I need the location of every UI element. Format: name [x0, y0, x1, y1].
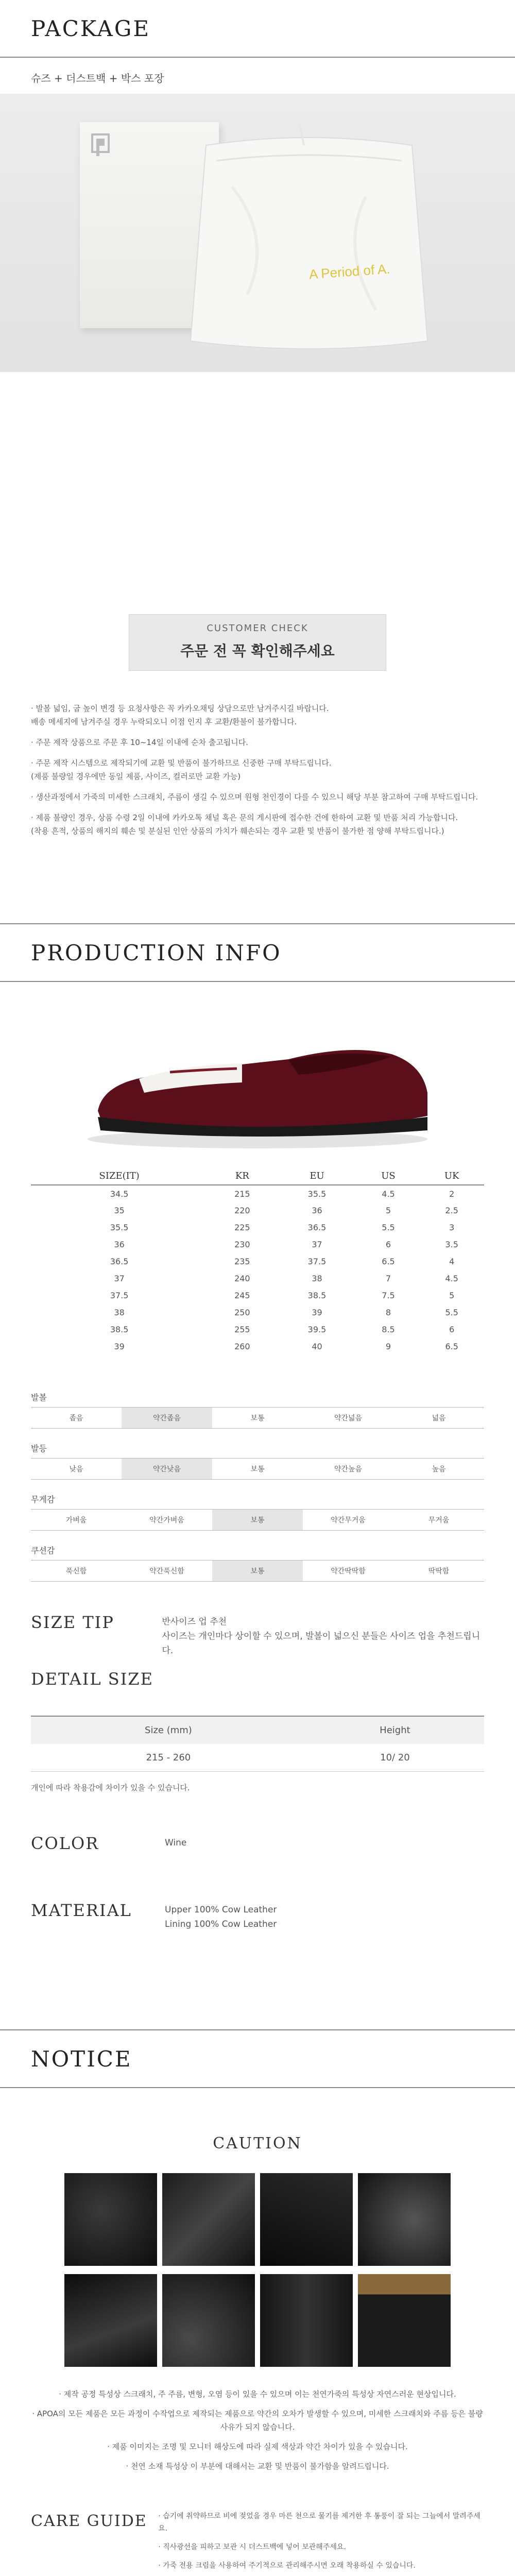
- fit-spec: [31, 1391, 484, 1582]
- care-guide-line: · 가죽 전용 크림을 사용하여 주기적으로 관리해주시면 오래 착용하실 수 있습니다.: [158, 2562, 416, 2570]
- leather-texture-tile: [358, 2173, 451, 2266]
- size-cell: 5.5: [382, 1223, 395, 1232]
- production-title: PRODUCTION INFO: [31, 940, 282, 965]
- spec-option: 높음: [432, 1465, 446, 1473]
- size-header: UK: [419, 1167, 484, 1185]
- care-guide-line: · 직사광선을 피하고 보관 시 더스트백에 넣어 보관해주세요.: [158, 2543, 346, 2551]
- size-cell: 260: [234, 1342, 250, 1351]
- size-cell: 36.5: [110, 1257, 129, 1266]
- caution-tiles-row-1: [0, 2173, 515, 2266]
- order-note: · 발볼 넓임, 굽 높이 변경 등 요청사항은 꼭 카카오채팅 상담으로만 남겨주시길 바랍니다.: [31, 704, 329, 713]
- care-guide-text: [158, 2510, 484, 2576]
- size-cell: 230: [234, 1240, 250, 1249]
- size-cell: 235: [234, 1257, 250, 1266]
- spec-option: 약간높음: [334, 1465, 363, 1473]
- size-cell: 225: [234, 1223, 250, 1232]
- spec-option: 약간좁음: [122, 1408, 212, 1428]
- material-text: [165, 1901, 277, 1931]
- caution-tiles-row-2: [0, 2274, 515, 2367]
- spec-option: 딱딱함: [428, 1567, 450, 1575]
- brand-logo-icon: [90, 133, 111, 157]
- spec-option: 낮음: [69, 1465, 83, 1473]
- size-cell: 37: [114, 1274, 125, 1283]
- size-cell: 39: [114, 1342, 125, 1351]
- size-cell: 38.5: [307, 1291, 327, 1300]
- package-subtitle: 슈즈 + 더스트백 + 박스 포장: [31, 72, 164, 84]
- size-cell: 255: [234, 1325, 250, 1334]
- detail-size-section: [0, 1669, 515, 1716]
- size-cell: 38: [312, 1274, 322, 1283]
- size-row: [31, 1236, 484, 1253]
- caution-note: · APOA의 모든 제품은 모든 과정이 수작업으로 제작되는 제품으로 약간의 오차가 발생할 수 있으며, 미세한 스크래치와 주름 등은 불량 사유가 되지 않습니다.: [32, 2409, 483, 2432]
- detail-size-header: Size (mm): [31, 1716, 306, 1744]
- size-row: [31, 1304, 484, 1321]
- size-cell: 7.5: [382, 1291, 395, 1300]
- order-notes: [31, 702, 484, 845]
- size-header: EU: [277, 1167, 357, 1185]
- size-cell: 36.5: [307, 1223, 327, 1232]
- size-cell: 36: [114, 1240, 125, 1249]
- size-cell: 3.5: [445, 1240, 458, 1249]
- material-line: Upper 100% Cow Leather: [165, 1905, 277, 1915]
- size-cell: 4: [449, 1257, 455, 1266]
- spec-scale: [31, 1458, 484, 1480]
- size-cell: 6.5: [445, 1342, 458, 1351]
- size-cell: 36: [312, 1206, 322, 1215]
- order-note: · 제품 불량인 경우, 상품 수령 2일 이내에 카카오톡 채널 혹은 문의 게시판에 접수한 건에 한하여 교환 및 반품 처리 가능합니다.: [31, 813, 458, 822]
- size-row: [31, 1287, 484, 1304]
- size-header: KR: [208, 1167, 277, 1185]
- package-photo: [0, 94, 515, 372]
- size-tip-line: 반사이즈 업 추천: [162, 1617, 227, 1627]
- spec-label: 쿠션감: [31, 1546, 55, 1555]
- loafer-image: [0, 982, 515, 1167]
- size-row: [31, 1270, 484, 1287]
- size-cell: 35.5: [110, 1223, 129, 1232]
- package-title: PACKAGE: [31, 15, 151, 41]
- size-tip-label: SIZE TIP: [31, 1613, 114, 1632]
- size-row: [31, 1219, 484, 1236]
- size-cell: 35: [114, 1206, 125, 1215]
- spec-label: 무게감: [31, 1495, 55, 1504]
- caution-note: · 천연 소재 특성상 이 부분에 대해서는 교환 및 반품이 불가함을 알려드립니다.: [126, 2462, 389, 2471]
- size-cell: 240: [234, 1274, 250, 1283]
- size-tip-text: [162, 1613, 484, 1658]
- customer-check-section: [0, 372, 515, 892]
- caution-title: CAUTION: [213, 2134, 302, 2153]
- size-cell: 38.5: [110, 1325, 129, 1334]
- caution-note: · 제작 공정 특성상 스크래치, 주 주름, 변형, 오염 등이 있을 수 있으며 이는 천연가죽의 특성상 자연스러운 현상입니다.: [59, 2389, 456, 2399]
- spec-option: 약간넓음: [334, 1414, 363, 1422]
- size-tip-section: [0, 1613, 515, 1669]
- spec-option: 약간가벼움: [149, 1516, 184, 1524]
- spec-row: [31, 1391, 484, 1429]
- size-cell: 4.5: [382, 1189, 395, 1199]
- care-guide-line: · 습기에 취약하므로 비에 젖었을 경우 마른 천으로 물기를 제거한 후 통풍이 잘 되는 그늘에서 말려주세요.: [158, 2512, 480, 2533]
- detail-size-note: 개인에 따라 착용감에 차이가 있을 수 있습니다.: [31, 1783, 190, 1792]
- size-cell: 2: [449, 1189, 455, 1199]
- size-header: SIZE(IT): [31, 1167, 208, 1185]
- size-cell: 37.5: [307, 1257, 327, 1266]
- size-header: US: [357, 1167, 420, 1185]
- care-guide-label: CARE GUIDE: [31, 2512, 147, 2530]
- spec-option: 보통: [212, 1510, 303, 1530]
- size-row: [31, 1202, 484, 1219]
- order-note: (제품 불량일 경우에만 동일 제품, 사이즈, 컬러로만 교환 가능): [31, 772, 241, 781]
- shoe-photo: [0, 982, 515, 1167]
- order-note: · 주문 제작 상품으로 주문 후 10~14일 이내에 순차 출고됩니다.: [31, 738, 248, 747]
- material-line: Lining 100% Cow Leather: [165, 1919, 277, 1929]
- size-cell: 2.5: [445, 1206, 458, 1215]
- customer-check-ko: 주문 전 꼭 확인해주세요: [180, 642, 335, 659]
- size-cell: 215: [234, 1189, 250, 1199]
- spec-row: [31, 1442, 484, 1480]
- size-chart: [31, 1167, 484, 1355]
- size-cell: 245: [234, 1291, 250, 1300]
- size-row: [31, 1338, 484, 1355]
- size-cell: 6: [385, 1240, 391, 1249]
- material-section: [0, 1901, 515, 2029]
- size-cell: 39.5: [307, 1325, 327, 1334]
- spec-scale: [31, 1560, 484, 1582]
- production-header: [0, 924, 515, 981]
- spec-option: 약간낮음: [122, 1459, 212, 1479]
- leather-texture-tile: [162, 2274, 255, 2367]
- spec-option: 가벼움: [65, 1516, 87, 1524]
- size-row: [31, 1253, 484, 1270]
- leather-texture-tile: [162, 2173, 255, 2266]
- caution-notes: [31, 2387, 484, 2473]
- spec-row: [31, 1493, 484, 1531]
- size-cell: 35.5: [307, 1189, 327, 1199]
- size-cell: 8.5: [382, 1325, 395, 1334]
- size-cell: 39: [312, 1308, 322, 1317]
- care-guide-section: [0, 2510, 515, 2576]
- spec-option: 푹신함: [65, 1567, 87, 1575]
- size-cell: 4.5: [445, 1274, 458, 1283]
- detail-size-value: 10/ 20: [306, 1744, 484, 1772]
- spec-scale: [31, 1509, 484, 1531]
- spec-option: 무거움: [428, 1516, 450, 1524]
- leather-texture-tile: [64, 2274, 157, 2367]
- size-cell: 7: [385, 1274, 391, 1283]
- spec-label: 발볼: [31, 1393, 47, 1402]
- spec-label: 발등: [31, 1444, 47, 1453]
- detail-size-label: DETAIL SIZE: [31, 1669, 153, 1689]
- leather-texture-tile: [260, 2173, 353, 2266]
- order-note: (착용 흔적, 상품의 해지의 훼손 및 분실된 인안 상품의 가치가 훼손되는 경우 교환 및 반품이 불가한 점 양해 부탁드립니다.): [31, 826, 444, 836]
- spec-option: 약간딱딱함: [331, 1567, 366, 1575]
- size-cell: 40: [312, 1342, 322, 1351]
- size-cell: 5.5: [445, 1308, 458, 1317]
- package-header: [0, 0, 515, 57]
- size-tip-line: 사이즈는 개인마다 상이할 수 있으며, 발볼이 넓으신 분들은 사이즈 업을 추천드립니다.: [162, 1631, 480, 1656]
- detail-size-table: [31, 1716, 484, 1772]
- detail-size-value: 215 - 260: [31, 1744, 306, 1772]
- order-note: · 주문 제작 시스템으로 제작되기에 교환 및 반품이 불가하므로 신중한 구매 부탁드립니다.: [31, 758, 332, 768]
- size-cell: 220: [234, 1206, 250, 1215]
- size-cell: 37.5: [110, 1291, 129, 1300]
- spec-option: 보통: [212, 1561, 303, 1581]
- notice-header: [0, 2030, 515, 2087]
- size-cell: 38: [114, 1308, 125, 1317]
- spec-option: 좁음: [69, 1414, 83, 1422]
- spec-option: 넓음: [432, 1414, 446, 1422]
- customer-check-en: CUSTOMER CHECK: [207, 623, 308, 634]
- leather-texture-tile: [260, 2274, 353, 2367]
- size-cell: 34.5: [110, 1189, 129, 1199]
- size-cell: 5: [385, 1206, 391, 1215]
- size-cell: 37: [312, 1240, 322, 1249]
- size-cell: 5: [449, 1291, 455, 1300]
- size-cell: 9: [385, 1342, 391, 1351]
- color-value: Wine: [165, 1838, 187, 1848]
- color-section: [0, 1834, 515, 1901]
- order-note: · 생산과정에서 가죽의 미세한 스크래치, 주름이 생길 수 있으며 원형 천인경이 다를 수 있으니 해당 부분 참고하여 구매 부탁드립니다.: [31, 792, 478, 802]
- dust-bag: [170, 125, 448, 362]
- order-note: 배송 메세지에 남겨주실 경우 누락되오니 이점 인지 후 교환/환불이 불가합니다.: [31, 717, 297, 726]
- leather-texture-tile: [358, 2274, 451, 2367]
- size-cell: 6: [449, 1325, 455, 1334]
- spec-option: 보통: [250, 1465, 265, 1473]
- spec-scale: [31, 1407, 484, 1429]
- size-cell: 6.5: [382, 1257, 395, 1266]
- size-row: [31, 1185, 484, 1202]
- spec-option: 약간푹신함: [149, 1567, 184, 1575]
- size-cell: 8: [385, 1308, 391, 1317]
- spec-row: [31, 1544, 484, 1582]
- size-cell: 3: [449, 1223, 455, 1232]
- size-row: [31, 1321, 484, 1338]
- spec-option: 보통: [250, 1414, 265, 1422]
- detail-size-header: Height: [306, 1716, 484, 1744]
- color-label: COLOR: [31, 1834, 99, 1853]
- notice-title: NOTICE: [31, 2046, 132, 2072]
- size-cell: 250: [234, 1308, 250, 1317]
- material-label: MATERIAL: [31, 1901, 132, 1920]
- customer-check-box: [129, 614, 386, 671]
- spec-option: 약간무거움: [331, 1516, 366, 1524]
- caution-note: · 제품 이미지는 조명 및 모니터 해상도에 따라 실제 색상과 약간 차이가 있을 수 있습니다.: [107, 2442, 408, 2451]
- leather-texture-tile: [64, 2173, 157, 2266]
- dust-bag-print: A Period of A.: [308, 261, 391, 282]
